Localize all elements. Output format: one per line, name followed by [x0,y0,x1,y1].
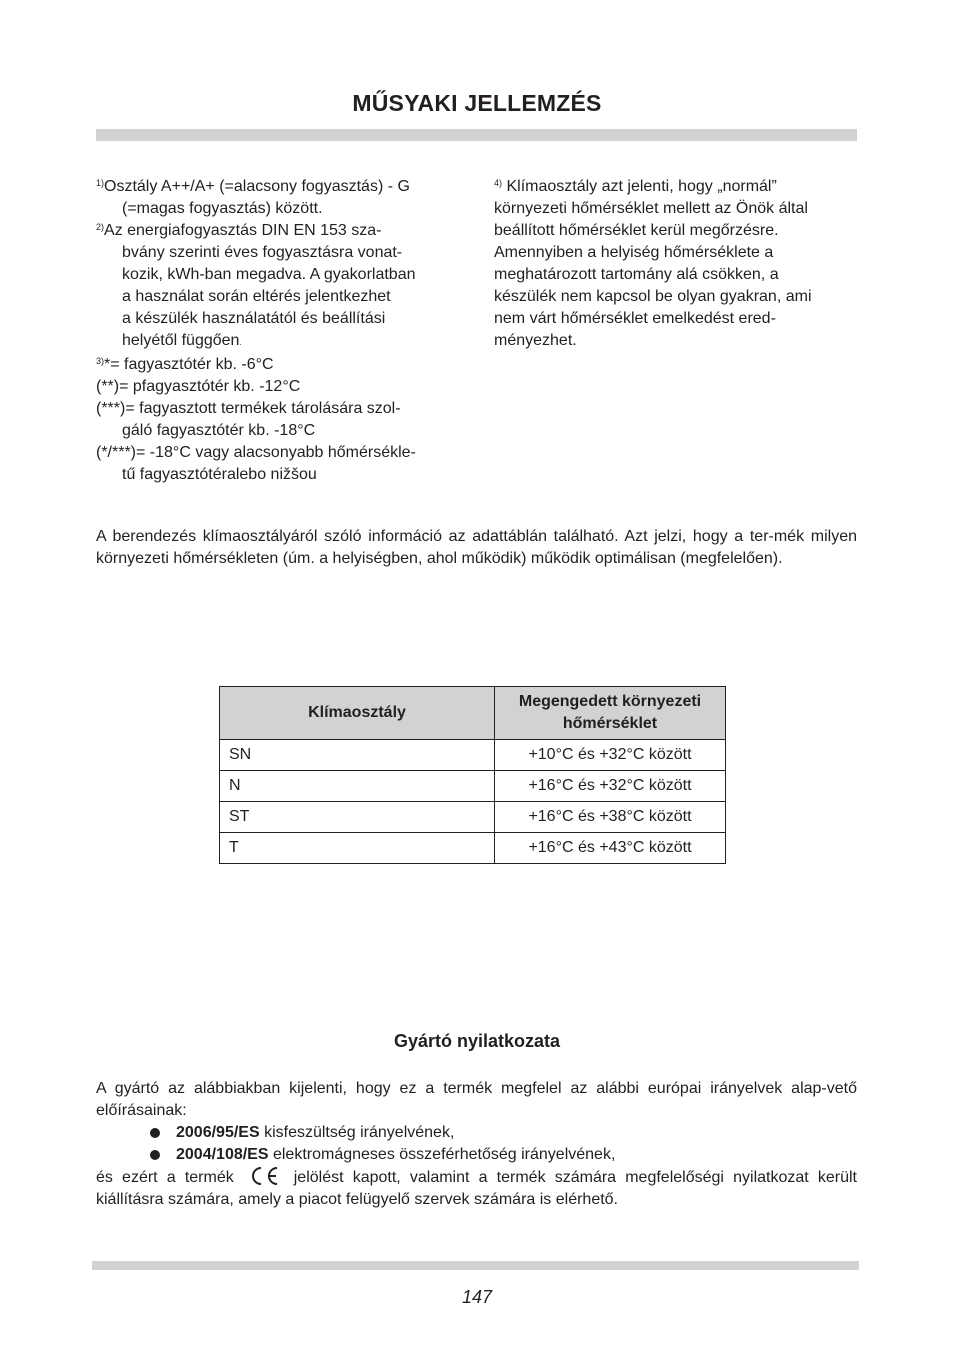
list-item: 2004/108/ES elektromágneses összeférhetőség irányelvének, [150,1144,615,1166]
footnote-3: $^{3)}$*= fagyasztótér kb. -6°C [96,356,274,373]
page-number: 147 [461,1287,493,1307]
directive-list [150,1122,615,1166]
footnote-3d: (*/***)= -18°C vagy alacsonyabb hőmérsékle- tű fagyasztótéralebo nižšou [96,444,416,483]
footnotes-left [96,176,466,486]
footnote-3c: (***)= fagyasztott termékek tárolására szol- gáló fagyasztótér kb. -18°C [96,400,401,439]
ce-mark-icon [248,1166,280,1186]
table-row [220,833,726,864]
table-cell-range: +16°C és +38°C között [495,802,726,833]
table-row [220,802,726,833]
table-cell-class: T [220,833,495,864]
page-title: MŰSYAKI JELLEMZÉS [352,90,602,116]
footnote-4: $^{4)}$ Klímaosztály azt jelenti, hogy „normál” környezeti hőmérséklet mellett az Önök által beállított hőmérséklet kerül megőrzésre. Amennyiben a helyiség hőmérséklete a meghatározott tartomány alá csökken, a készülék nem kapcsol be olyan gyakran, ami nem várt hőmérséklet emelkedést ered- ményezhet. [494,178,812,349]
bullet-icon [150,1150,160,1160]
header-divider [96,129,857,141]
table-cell-class: N [220,771,495,802]
table-header-class: Klímaosztály [220,687,495,740]
table-cell-range: +16°C és +32°C között [495,771,726,802]
table-header-temperature: Megengedett környezeti hőmérséklet [495,687,726,740]
table-row [220,771,726,802]
footnote-2: $^{2)}$Az energiafogyasztás DIN EN 153 sza- bvány szerinti éves fogyasztásra vonat- kozik, kWh-ban megadva. A gyakorlatban a használat során eltérés jelentkezhet a készülék használatától és beállítási helyétől függően. [96,222,416,349]
table-cell-range: +10°C és +32°C között [495,740,726,771]
climate-class-table [219,686,726,864]
table-cell-class: ST [220,802,495,833]
table-cell-class: SN [220,740,495,771]
footnote-3b: (**)= pfagyasztótér kb. -12°C [96,378,301,395]
bullet-icon [150,1128,160,1138]
footnote-1: $^{1)}$Osztály A++/A+ (=alacsony fogyasztás) - G (=magas fogyasztás) között. [96,178,410,217]
declaration-closing: és ezért a termék jelölést kapott, valamint a termék számára megfelelőségi nyilatkozat került kiállításra számára, amely a piacot felügyelő szervek számára is elérhető. [96,1166,857,1211]
table-cell-range: +16°C és +43°C között [495,833,726,864]
declaration-heading: Gyártó nyilatkozata [393,1031,561,1051]
footer-divider [92,1261,859,1270]
table-row [220,740,726,771]
table-header-row [220,687,726,740]
list-item: 2006/95/ES kisfeszültség irányelvének, [150,1122,615,1144]
climate-class-paragraph: A berendezés klímaosztályáról szóló információ az adattáblán található. Azt jelzi, hogy a ter-mék milyen környezeti hőmérsékleten (úm. a helyiségben, ahol működik) működik optimálisan (megfelelően). [96,528,857,567]
declaration-intro: A gyártó az alábbiakban kijelenti, hogy ez a termék megfelel az alábbi európai irányelvek alap-vető előírásainak: [96,1080,857,1119]
